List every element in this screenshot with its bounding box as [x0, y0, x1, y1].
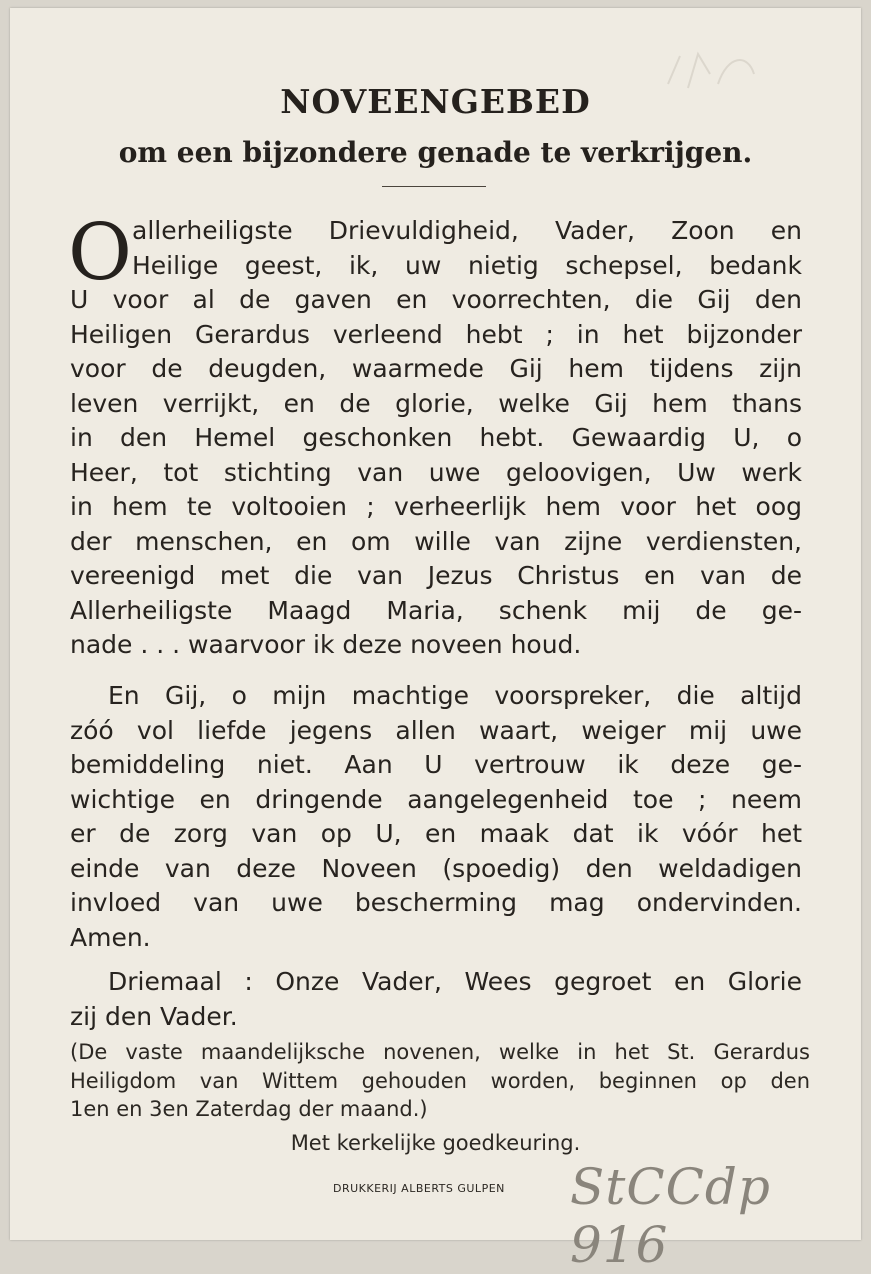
text-line: vereenigd met die van Jezus Christus en van de	[70, 561, 802, 590]
prayer-paragraph-2	[70, 679, 802, 955]
text-line: Heilige geest, ik, uw nietig schepsel, bedank	[132, 250, 802, 280]
text-line: nade . . . waarvoor ik deze noveen houd.	[70, 630, 582, 659]
text-line: der menschen, en om wille van zijne verdiensten,	[70, 526, 802, 556]
handwritten-catalog-number: StCCdp 916	[570, 1158, 771, 1274]
prayer-paragraph-1	[68, 208, 802, 663]
text-line: Allerheiligste Maagd Maria, schenk mij de ge-	[70, 595, 802, 625]
printer-imprint: DRUKKERIJ ALBERTS GULPEN	[333, 1182, 505, 1195]
card-subtitle: om een bijzondere genade te verkrijgen.	[118, 136, 753, 169]
prayer-paragraph-3	[70, 965, 802, 1034]
note-line: 1en en 3en Zaterdag der maand.)	[70, 1097, 428, 1121]
text-line: voor de deugden, waarmede Gij hem tijdens zijn	[70, 354, 802, 383]
ecclesiastical-approval: Met kerkelijke goedkeuring.	[290, 1131, 581, 1155]
text-line: einde van deze Noveen (spoedig) den weldadigen	[70, 853, 802, 883]
text-line: wichtige en dringende aangelegenheid toe ; neem	[70, 784, 802, 814]
prayer-card	[10, 8, 861, 1274]
text-line: in hem te voltooien ; verheerlijk hem voor het oog	[70, 492, 802, 521]
text-line: U voor al de gaven en voorrechten, die Gij den	[70, 285, 802, 314]
text-line: Heer, tot stichting van uwe geloovigen, Uw werk	[70, 457, 802, 487]
drop-cap: O	[68, 208, 132, 298]
card-title: NOVEENGEBED	[280, 82, 591, 121]
title-divider	[382, 186, 486, 187]
text-line: invloed van uwe bescherming mag ondervinden.	[70, 888, 802, 917]
text-line: bemiddeling niet. Aan U vertrouw ik deze ge-	[70, 750, 802, 779]
text-line: En Gij, o mijn machtige voorspreker, die altijd	[108, 681, 802, 710]
text-line: allerheiligste Drievuldigheid, Vader, Zoon en	[132, 216, 802, 245]
text-line: er de zorg van op U, en maak dat ik vóór het	[70, 819, 802, 848]
text-line: zij den Vader.	[70, 1001, 238, 1031]
text-line: Driemaal : Onze Vader, Wees gegroet en Glorie	[108, 967, 802, 996]
note-line: (De vaste maandelijksche novenen, welke in het St. Gerardus	[70, 1040, 810, 1064]
note-line: Heiligdom van Wittem gehouden worden, beginnen op den	[70, 1068, 810, 1093]
novena-note	[70, 1038, 810, 1124]
text-line: leven verrijkt, en de glorie, welke Gij hem thans	[70, 388, 802, 418]
text-line: Heiligen Gerardus verleend hebt ; in het bijzonder	[70, 319, 802, 349]
text-line: Amen.	[70, 922, 151, 952]
text-line: in den Hemel geschonken hebt. Gewaardig U, o	[70, 423, 802, 452]
text-line: zóó vol liefde jegens allen waart, weiger mij uwe	[70, 715, 802, 745]
